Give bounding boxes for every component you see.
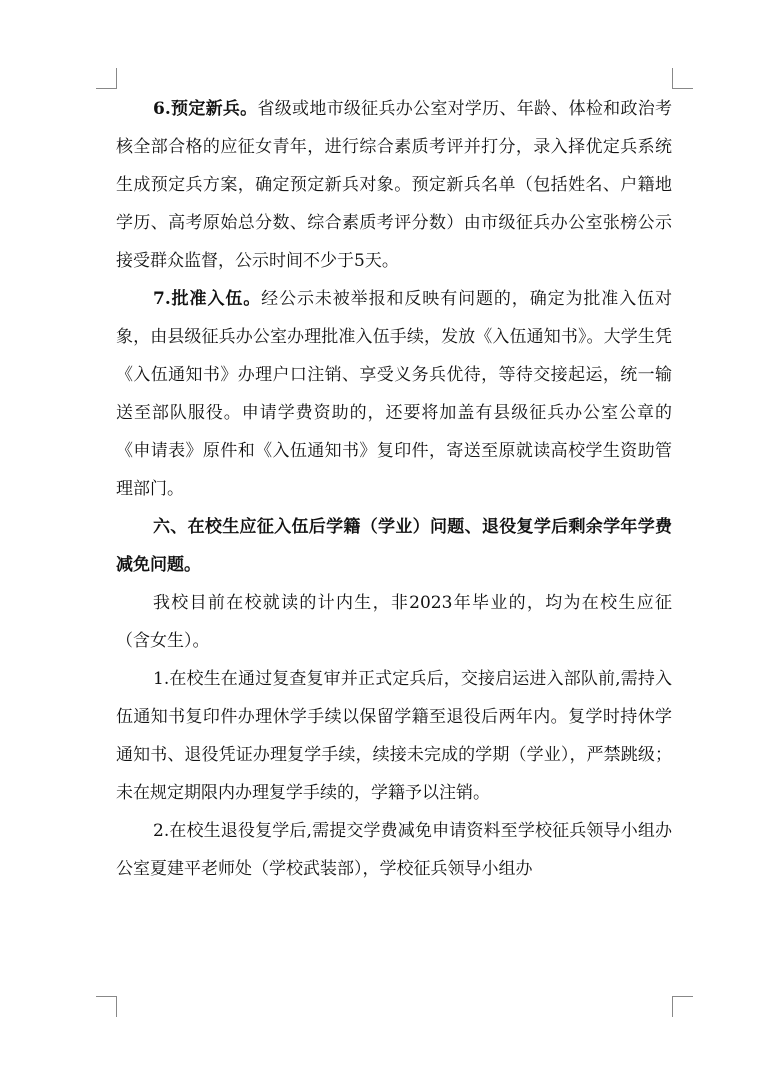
paragraph-lead: 7.批准入伍。 — [153, 289, 262, 309]
paragraph-lead: 6.预定新兵。 — [153, 99, 258, 119]
page-corner-mark-bottom-left — [96, 996, 117, 1017]
paragraph-text: 省级或地市级征兵办公室对学历、年龄、体检和政治考核全部合格的应征女青年，进行综合素质考评并打分，录入择优定兵系统生成预定兵方案，确定预定新兵对象。预定新兵名单（包括姓名、户籍地学历、高考原始总分数、综合素质考评分数）由市级征兵办公室张榜公示接受群众监督，公示时间不少于5天。 — [116, 99, 673, 271]
body-paragraph: 我校目前在校就读的计内生，非2023年毕业的，均为在校生应征（含女生）。 — [116, 593, 672, 651]
page-corner-mark-top-left — [96, 68, 117, 89]
paragraph-approve-enlistment — [116, 280, 672, 508]
page-corner-mark-top-right — [672, 68, 693, 89]
body-paragraph: 2.在校生退役复学后,需提交学费减免申请资料至学校征兵领导小组办公室夏建平老师处（学校武装部），学校征兵领导小组办 — [116, 821, 672, 879]
document-body — [116, 90, 672, 888]
body-paragraph: 1.在校生在通过复查复审并正式定兵后，交接启运进入部队前,需持入伍通知书复印件办理休学手续以保留学籍至退役后两年内。复学时持休学通知书、退役凭证办理复学手续，续接未完成的学期（学业），严禁跳级；未在规定期限内办理复学手续的，学籍予以注销。 — [116, 669, 672, 803]
paragraph-predetermined-recruits — [116, 90, 672, 280]
section-heading: 六、在校生应征入伍后学籍（学业）问题、退役复学后剩余学年学费减免问题。 — [116, 517, 672, 575]
paragraph-text: 经公示未被举报和反映有问题的，确定为批准入伍对象，由县级征兵办公室办理批准入伍手续，发放《入伍通知书》。大学生凭《入伍通知书》办理户口注销、享受义务兵优待，等待交接起运，统一输送至部队服役。申请学费资助的，还要将加盖有县级征兵办公室公章的《申请表》原件和《入伍通知书》复印件，寄送至原就读高校学生资助管理部门。 — [116, 289, 673, 499]
page-corner-mark-bottom-right — [672, 996, 693, 1017]
